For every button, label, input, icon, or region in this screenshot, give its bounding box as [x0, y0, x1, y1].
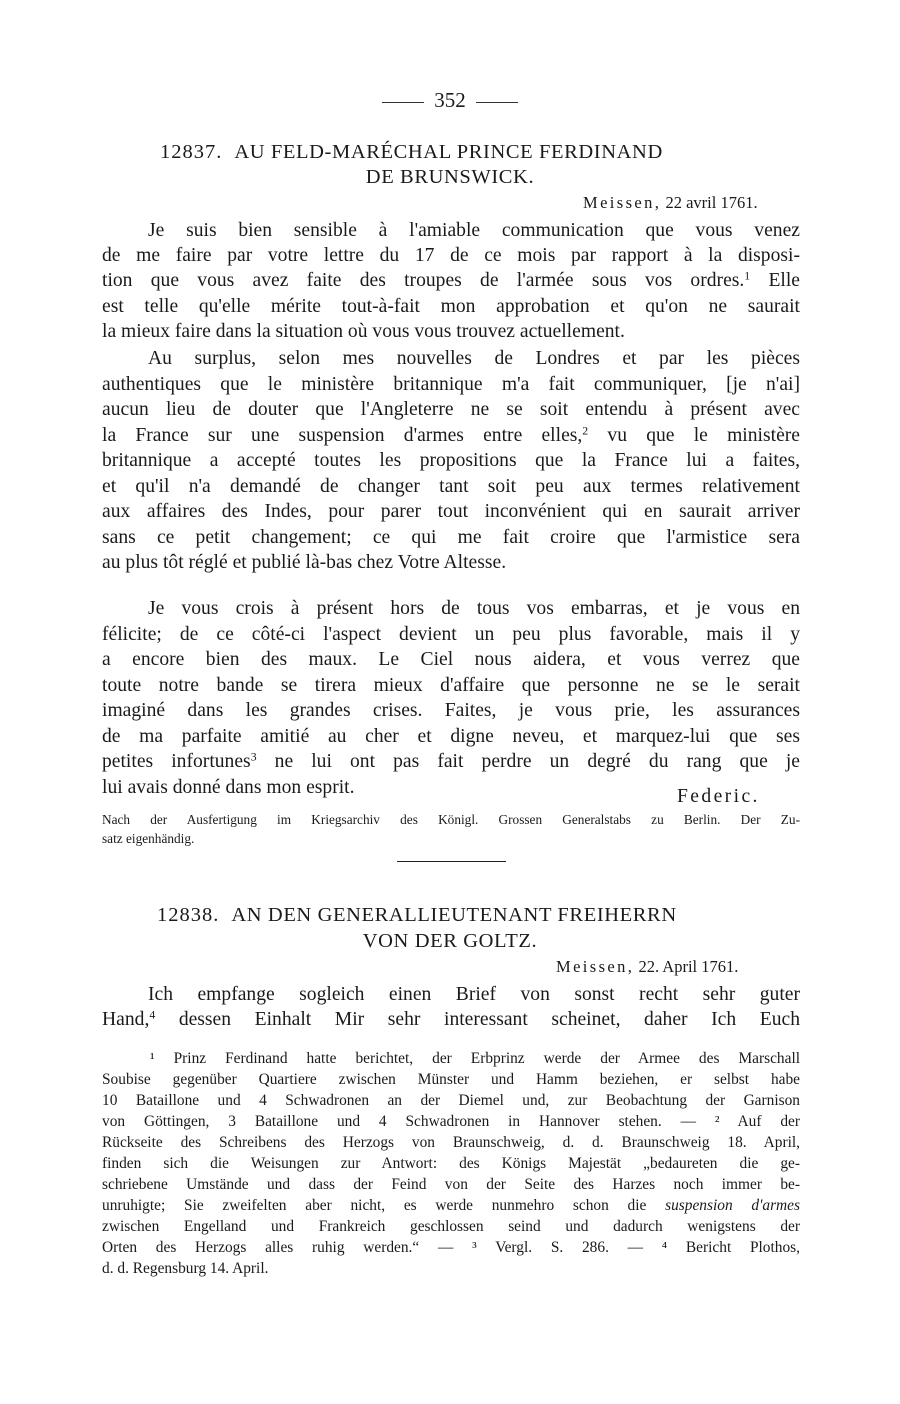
body-line: britannique a accepté toutes les propositions que la France lui a faites,	[102, 450, 800, 471]
footnote-line: finden sich die Weisungen zur Antwort: des Königs Majestät „bedaureten die ge-	[102, 1155, 800, 1172]
section-divider	[397, 861, 506, 862]
footnote-line: 10 Bataillone und 4 Schwadronen an der Diemel und, zur Beobachtung der Garnison	[102, 1092, 800, 1109]
body-line: tion que vous avez faite des troupes de l'armée sous vos ordres.$^1$ Elle	[102, 269, 800, 291]
signature: Federic.	[677, 786, 760, 807]
footnote-ref: 2	[582, 424, 589, 438]
dateline-date: 22 avril 1761.	[665, 193, 758, 212]
body-line: est telle qu'elle mérite tout-à-fait mon approbation et qu'on ne saurait	[102, 296, 800, 317]
letter-heading-line2: VON DER GOLTZ.	[362, 930, 538, 952]
footnote-ref: 3	[250, 750, 257, 764]
body-line: Hand,$^4$ dessen Einhalt Mir sehr interessant scheinet, daher Ich Euch	[102, 1008, 800, 1030]
body-line: Au surplus, selon mes nouvelles de Londres et par les pièces	[148, 348, 800, 369]
dateline-place: Meissen,	[556, 957, 635, 976]
footnote-italic: suspension d'armes	[665, 1197, 800, 1214]
body-line: aux affaires des Indes, pour parer tout inconvénient qui en saurait arriver	[102, 501, 800, 522]
footnote-line: d. d. Regensburg 14. April.	[102, 1260, 269, 1277]
body-line: lui avais donné dans mon esprit.	[102, 777, 355, 798]
letter-heading-line1: AN DEN GENERALLIEUTENANT FREIHERRN	[231, 904, 677, 926]
footnote-line: zwischen Engelland und Frankreich geschlossen seind und dadurch wenigstens der	[102, 1218, 800, 1235]
body-line: de me faire par votre lettre du 17 de ce mois par rapport à la disposi-	[102, 245, 800, 266]
body-line: a encore bien des maux. Le Ciel nous aidera, et vous verrez que	[102, 649, 800, 670]
letter-heading	[157, 904, 677, 927]
body-line: au plus tôt réglé et publié là-bas chez Votre Altesse.	[102, 552, 507, 573]
body-line: authentiques que le ministère britannique m'a fait communiquer, [je n'ai]	[102, 374, 800, 395]
body-line: Je suis bien sensible à l'amiable communication que vous venez	[148, 220, 800, 241]
body-line: et qu'il n'a demandé de changer tant soit peu aux termes relativement	[102, 476, 800, 497]
dateline-place: Meissen,	[583, 193, 662, 212]
letter-number: 12837.	[160, 141, 223, 163]
page-number: 352	[0, 88, 900, 113]
footnote-line: Soubise gegenüber Quartiere zwischen Münster und Hamm beziehen, er selbst habe	[102, 1071, 800, 1088]
body-line: imaginé dans les grandes crises. Faites, je vous prie, les assurances	[102, 700, 800, 721]
footnote-line: unruhigte; Sie zweifelten aber nicht, es werde nunmehro schon die suspension d'armes	[102, 1197, 800, 1214]
footnote-ref: 4	[149, 1008, 156, 1022]
body-line: la mieux faire dans la situation où vous vous trouvez actuellement.	[102, 321, 625, 342]
body-line: la France sur une suspension d'armes entre elles,$^2$ vu que le ministère	[102, 424, 800, 446]
body-line: toute notre bande se tirera mieux d'affaire que personne ne se le serait	[102, 675, 800, 696]
page-number-dash-right	[476, 102, 518, 103]
body-line: Je vous crois à présent hors de tous vos embarras, et je vous en	[148, 598, 800, 619]
footnote-line: Orten des Herzogs alles ruhig werden.“ — ³ Vergl. S. 286. — ⁴ Bericht Plothos,	[102, 1239, 800, 1256]
source-note-line: Nach der Ausfertigung im Kriegsarchiv des Königl. Grossen Generalstabs zu Berlin. Der Zu-	[102, 812, 800, 827]
letter-heading	[160, 141, 663, 164]
letter-dateline	[583, 193, 758, 213]
body-line: petites infortunes$^3$ ne lui ont pas fait perdre un degré du rang que je	[102, 750, 801, 772]
footnote-line: ¹ Prinz Ferdinand hatte berichtet, der Erbprinz werde der Armee des Marschall	[150, 1050, 800, 1067]
source-note-line: satz eigenhändig.	[102, 831, 195, 846]
footnote-line: von Göttingen, 3 Bataillone und 4 Schwadronen in Hannover stehen. — ² Auf der	[102, 1113, 800, 1130]
body-line: félicite; de ce côté-ci l'aspect devient un peu plus favorable, mais il y	[102, 624, 800, 645]
body-line: Ich empfange sogleich einen Brief von sonst recht sehr guter	[148, 984, 800, 1005]
letter-heading-line2: DE BRUNSWICK.	[365, 166, 535, 188]
footnote-line: Rückseite des Schreibens des Herzogs von Braunschweig, d. d. Braunschweig 18. April,	[102, 1134, 800, 1151]
letter-number: 12838.	[157, 904, 220, 926]
body-line: de ma parfaite amitié au cher et digne neveu, et marquez-lui que ses	[102, 726, 800, 747]
page-number-dash-left	[382, 102, 424, 103]
body-line: aucun lieu de douter que l'Angleterre ne se soit entendu à présent avec	[102, 399, 800, 420]
dateline-date: 22. April 1761.	[638, 957, 739, 976]
body-line: sans ce petit changement; ce qui me fait croire que l'armistice sera	[102, 527, 800, 548]
letter-dateline	[556, 957, 738, 977]
footnote-ref: 1	[744, 269, 751, 283]
footnote-line: schriebene Umstände und dass der Feind von der Seite des Harzes noch immer be-	[102, 1176, 800, 1193]
letter-heading-line1: AU FELD-MARÉCHAL PRINCE FERDINAND	[234, 141, 663, 163]
